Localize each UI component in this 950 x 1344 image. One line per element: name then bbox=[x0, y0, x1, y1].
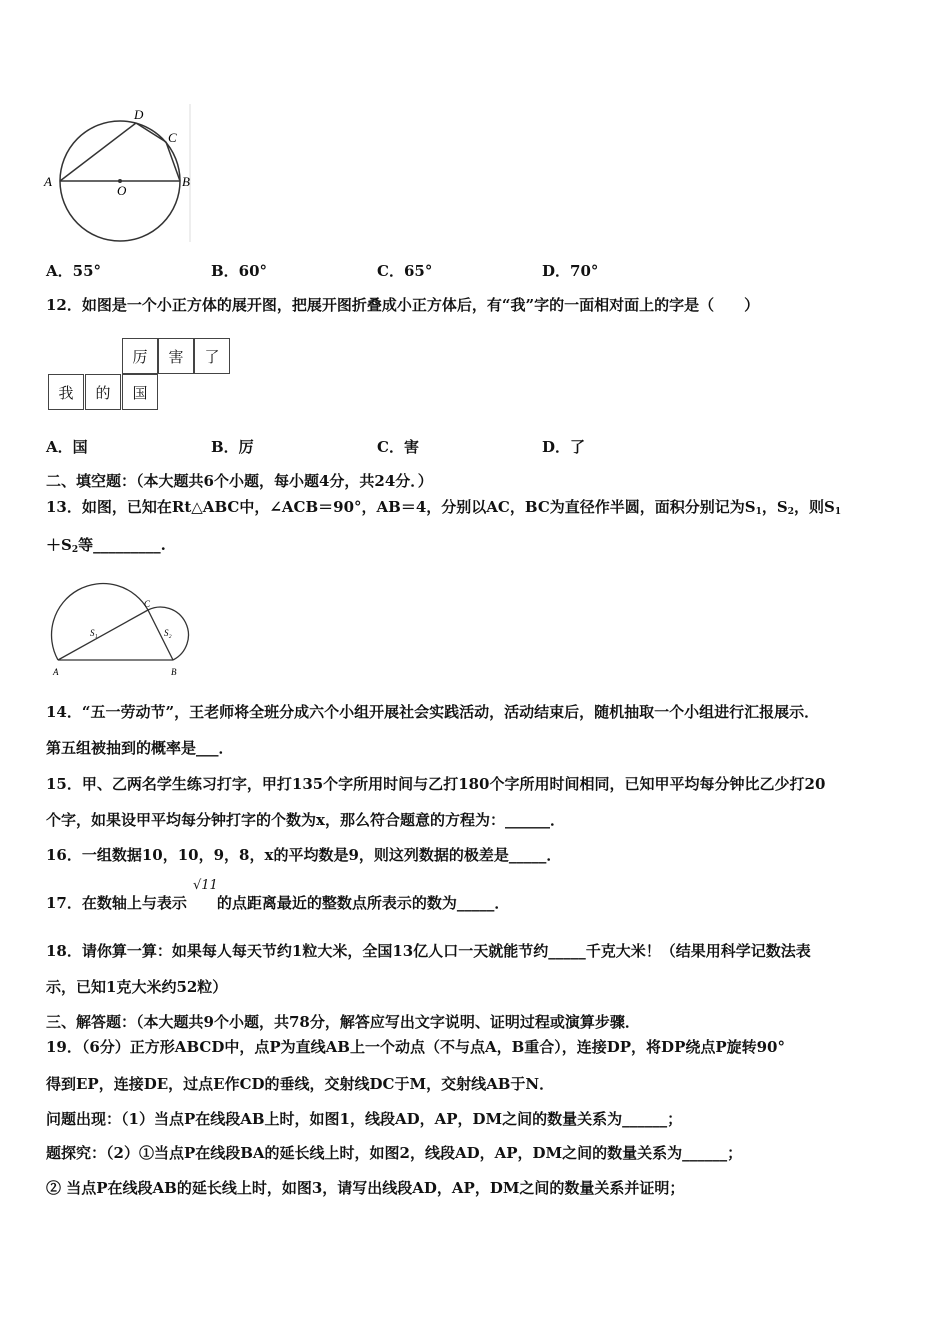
q19-line-5: ② 当点P在线段AB的延长线上时，如图3，请写出线段AD，AP，DM之间的数量关系并证明； bbox=[46, 1179, 685, 1197]
fig2-label-s1: S₁ bbox=[90, 628, 98, 638]
section-3-title: 三、解答题：（本大题共9个小题，共78分，解答应写出文字说明、证明过程或演算步骤． bbox=[46, 1013, 640, 1031]
q19-line-4: 题探究：（2）①当点P在线段BA的延长线上时，如图2，线段AD，AP，DM之间的数量关系为______； bbox=[46, 1144, 743, 1162]
q13-sub-1: 1 bbox=[755, 507, 762, 517]
q11-option-a: A．55° bbox=[46, 262, 102, 280]
q19-line-3: 问题出现：（1）当点P在线段AB上时，如图1，线段AD，AP，DM之间的数量关系为______； bbox=[46, 1110, 683, 1128]
sqrt-11: √11 bbox=[193, 878, 218, 893]
chord-dc bbox=[136, 123, 166, 142]
q17-text bbox=[46, 893, 509, 913]
label-a: A bbox=[44, 174, 52, 189]
fig2-label-a: A bbox=[53, 667, 59, 677]
q13-line-1 bbox=[46, 497, 841, 522]
q17-after: 的点距离最近的整数点所表示的数为_____． bbox=[216, 894, 510, 912]
q12-option-d: D．了 bbox=[542, 438, 586, 456]
q15-line-2: 个字，如果设甲平均每分钟打字的个数为x，那么符合题意的方程为：______． bbox=[46, 811, 565, 829]
q13-line-1-mid: ，S bbox=[761, 498, 788, 516]
q19-line-2: 得到EP，连接DE，过点E作CD的垂线，交射线DC于M，交射线AB于N． bbox=[46, 1075, 555, 1093]
q13-line-2-end: 等_________. bbox=[78, 536, 166, 554]
q18-line-2: 示，已知1克大米约52粒） bbox=[46, 978, 228, 996]
cube-net bbox=[48, 338, 238, 414]
q14-line-1: 14．“五一劳动节”，王老师将全班分成六个小组开展社会实践活动，活动结束后，随机抽取一个小组进行汇报展示． bbox=[46, 703, 820, 721]
q12-text: 12．如图是一个小正方体的展开图，把展开图折叠成小正方体后，有“我”字的一面相对面上的字是（ ） bbox=[46, 296, 760, 314]
semicircle-figure bbox=[48, 580, 198, 680]
q11-option-b: B．60° bbox=[211, 262, 268, 280]
label-d: D bbox=[134, 107, 144, 122]
q12-option-a: A．国 bbox=[46, 438, 88, 456]
q16-text: 16．一组数据10，10，9，8，x的平均数是9，则这列数据的极差是_____． bbox=[46, 846, 562, 864]
q14-line-2: 第五组被抽到的概率是___． bbox=[46, 739, 234, 757]
q11-option-d: D．70° bbox=[542, 262, 599, 280]
q13-line-1-text: 13．如图，已知在Rt△ABC中，∠ACB＝90°，AB＝4，分别以AC，BC为直径作半圆，面积分别记为S bbox=[46, 498, 756, 516]
label-b: B bbox=[182, 174, 190, 189]
q12-option-b: B．厉 bbox=[211, 438, 254, 456]
q11-option-c: C．65° bbox=[377, 262, 433, 280]
fig2-label-b: B bbox=[171, 667, 177, 677]
semicircle-ac bbox=[52, 584, 148, 660]
label-c: C bbox=[168, 130, 177, 145]
net-cell-top-3: 了 bbox=[194, 338, 230, 374]
q13-line-1-end: ，则S bbox=[793, 498, 835, 516]
section-2-title: 二、填空题：（本大题共6个小题，每小题4分，共24分．） bbox=[46, 472, 433, 490]
net-cell-top-2: 害 bbox=[158, 338, 194, 374]
q15-line-1: 15．甲、乙两名学生练习打字，甲打135个字所用时间与乙打180个字所用时间相同，已知甲平均每分钟比乙少打20 bbox=[46, 775, 826, 793]
q19-line-1: 19．（6分）正方形ABCD中，点P为直线AB上一个动点（不与点A，B重合），连接DP，将DP绕点P旋转90° bbox=[46, 1038, 785, 1056]
q18-line-1: 18．请你算一算：如果每人每天节约1粒大米，全国13亿人口一天就能节约_____千克大米！（结果用科学记数法表 bbox=[46, 942, 811, 960]
q13-sub-2: 2 bbox=[787, 507, 794, 517]
q13-line-2-start: ＋S bbox=[46, 536, 72, 554]
chord-cb bbox=[166, 142, 180, 181]
circle-figure bbox=[40, 102, 195, 247]
q13-sub-3: 1 bbox=[834, 507, 842, 517]
side-ac bbox=[58, 610, 148, 660]
net-cell-bottom-1: 我 bbox=[48, 374, 84, 410]
chord-ad bbox=[60, 123, 136, 181]
q12-option-c: C．害 bbox=[377, 438, 419, 456]
q13-line-2 bbox=[46, 535, 166, 560]
fig2-label-c: C bbox=[144, 599, 151, 609]
net-cell-bottom-2: 的 bbox=[85, 374, 121, 410]
q13-sub-4: 2 bbox=[71, 545, 79, 555]
q17-before: 17．在数轴上与表示 bbox=[46, 894, 187, 912]
net-cell-top-1: 厉 bbox=[122, 338, 158, 374]
label-o: O bbox=[117, 183, 127, 198]
fig2-label-s2: S₂ bbox=[164, 628, 172, 638]
net-cell-bottom-3: 国 bbox=[122, 374, 158, 410]
